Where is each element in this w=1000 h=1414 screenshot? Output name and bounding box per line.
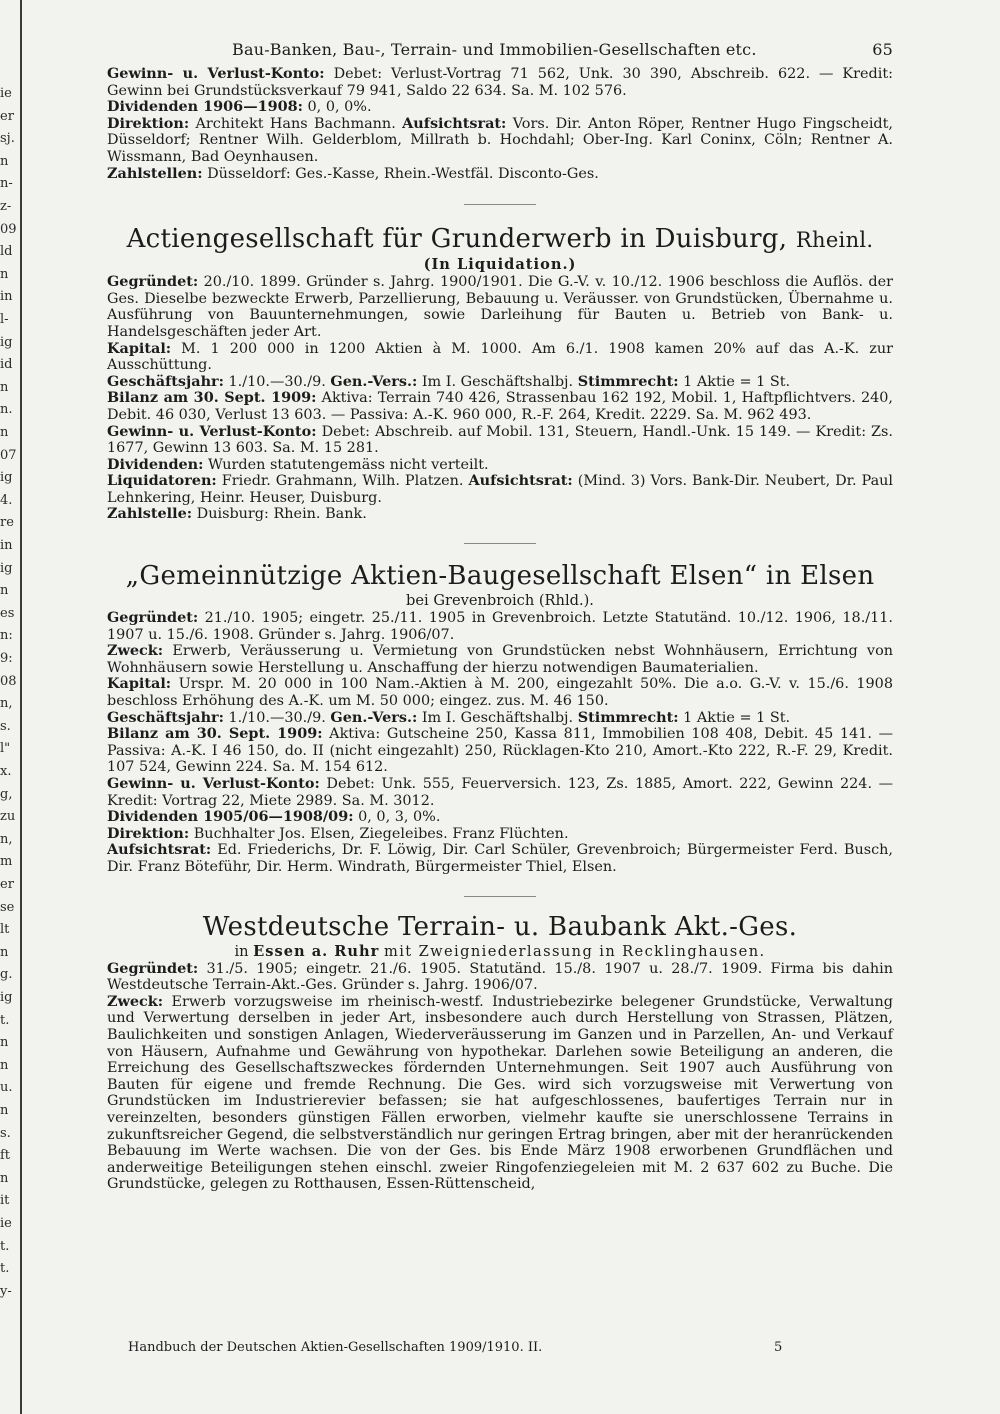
geschaeftsjahr-label: Geschäftsjahr: bbox=[107, 372, 224, 390]
bleed-fragment: 07 bbox=[0, 447, 17, 463]
entry-kapital bbox=[107, 676, 893, 709]
gv-text: Im I. Geschäftshalbj. bbox=[421, 709, 574, 726]
running-head bbox=[107, 40, 893, 66]
section-subtitle bbox=[107, 256, 893, 274]
adjacent-page-bleed bbox=[0, 0, 26, 1414]
aufsichtsrat-label: Aufsichtsrat: bbox=[402, 114, 507, 132]
page-gutter-rule bbox=[20, 0, 22, 1414]
page-footer bbox=[128, 1340, 788, 1355]
subtitle-pre: in bbox=[234, 942, 249, 960]
subtitle-post: mit Zweigniederlassung in Recklinghausen. bbox=[383, 942, 766, 960]
geschaeftsjahr-text: 1./10.—30./9. bbox=[228, 373, 326, 390]
bleed-fragment: ft bbox=[0, 1148, 11, 1164]
bleed-fragment: t. bbox=[0, 1012, 10, 1028]
bleed-fragment: n. bbox=[0, 402, 13, 418]
kapital-text: M. 1 200 000 in 1200 Aktien à M. 1000. Am 6./1. 1908 kamen 20% auf das A.-K. zur Ausschüttung. bbox=[107, 340, 893, 374]
bleed-fragment: y- bbox=[0, 1283, 12, 1299]
footer-signature-mark: 5 bbox=[774, 1340, 783, 1355]
gv-label: Gen.-Vers.: bbox=[330, 708, 418, 726]
section-title-main: Actiengesellschaft für Grunderwerb in Duisburg, bbox=[126, 224, 788, 255]
aufsichtsrat-text: Vors. Dir. Anton Röper, Rentner Hugo Fingscheidt, Düsseldorf; Rentner Wilh. Gelderblom, Millrath b. Hochdahl; Ober-Ing. Karl Coninx, Cöln; Rentner A. Wissmann, Bad Oeynhausen. bbox=[107, 115, 894, 165]
kapital-label: Kapital: bbox=[107, 675, 172, 693]
guv-label: Gewinn- u. Verlust-Konto: bbox=[107, 65, 325, 82]
aufsichtsrat-text: (Mind. 3) Vors. Bank-Dir. Neubert, Dr. Paul Lehnkering, Heinr. Heuser, Duisburg. bbox=[107, 473, 894, 506]
section-separator bbox=[464, 204, 536, 205]
entry-geschaeftsjahr bbox=[107, 710, 893, 727]
gegruendet-label: Gegründet: bbox=[107, 273, 199, 291]
entry-zahlstelle bbox=[107, 506, 893, 523]
bleed-fragment: ig bbox=[0, 990, 13, 1005]
bilanz-label: Bilanz am 30. Sept. 1909: bbox=[107, 389, 317, 407]
bleed-fragment: n bbox=[0, 425, 9, 440]
entry-direktion bbox=[107, 116, 893, 166]
bleed-fragment: n bbox=[0, 1057, 9, 1073]
guv-text: Debet: Unk. 555, Feuerversich. 123, Zs. 1885, Amort. 222, Gewinn 224. — Kredit: Vortrag 22, Miete 2989. Sa. M. 3012. bbox=[107, 776, 894, 809]
entry-bilanz bbox=[107, 726, 893, 776]
gegruendet-text: 21./10. 1905; eingetr. 25./11. 1905 in Grevenbroich. Letzte Statutänd. 10./12. 1906, 18./11. 1907 u. 15./6. 1908. Gründer s. Jahrg. 1906/07. bbox=[107, 610, 893, 643]
bleed-fragment: s. bbox=[0, 718, 11, 734]
bleed-fragment: ie bbox=[0, 1216, 12, 1231]
bleed-fragment: it bbox=[0, 1193, 10, 1209]
kapital-label: Kapital: bbox=[107, 339, 172, 357]
bleed-fragment: u. bbox=[0, 1080, 13, 1096]
gegruendet-text: 31./5. 1905; eingetr. 21./6. 1905. Statutänd. 15./8. 1907 u. 28./7. 1909. Firma bis dahin Westdeutsche Terrain-Akt.-Ges. Gründer s. Jahrg. 1906/07. bbox=[107, 960, 893, 994]
zweck-text: Erwerb vorzugsweise im rheinisch-westf. Industriebezirke belegener Grundstücke, Verwaltung und Verwertung derselben in jeder Art, insbesondere auch durch Herstellung von Strassen, Plätzen, Baulichkeiten und sonstigen Anlagen, Wiederveräusserung im Ganzen und in Parzellen, An- und Verkauf von Häusern, Aufnahme und Gewährung von hypothekar. Darlehen sowie Beteiligung an anderen, die Erreichung des Gesellschaftszweckes fördernden Unternehmungen. Seit 1907 auch Ausführung von Bauten für eigene und fremde Rechnung. Die Ges. wird sich vorzugsweise mit Verwertung von Grundstücken im Industrierevier befassen; sie hat aufgeschlossenes, baufertiges Terrain nur in vereinzelten, besonders günstigen Fällen erworben, vielmehr kaufte sie unerschlossene Terrains in zukunftsreicher Gegend, die selbstverständlich nur geringen Ertrag bringen, aber mit der heranrückenden Bebauung im Werte wachsen. Die von der Ges. bis Ende März 1908 erworbenen Grundflächen und anderweitige Beteiligungen stehen einschl. zweier Ringofenziegeleien mit M. 2 637 602 zu Buche. Die Grundstücke, gelegen zu Rotthausen, Essen-Rüttenscheid, bbox=[107, 993, 893, 1193]
entry-zweck bbox=[107, 643, 893, 676]
bleed-fragment: n- bbox=[0, 176, 13, 192]
direktion-label: Direktion: bbox=[107, 824, 190, 842]
bilanz-text: Aktiva: Terrain 740 426, Strassenbau 162 192, Mobil. 1, Haftpflichtvers. 240, Debit. 46 030, Verlust 13 603. — Passiva: A.-K. 960 000, R.-F. 264, Kredit. 2229. Sa. M. 962 493. bbox=[107, 390, 893, 423]
bleed-fragment: g. bbox=[0, 967, 13, 983]
liquidatoren-text: Friedr. Grahmann, Wilh. Platzen. bbox=[221, 473, 464, 490]
stimmrecht-label: Stimmrecht: bbox=[577, 372, 679, 390]
bleed-fragment: lt bbox=[0, 922, 10, 938]
aufsichtsrat-label: Aufsichtsrat: bbox=[468, 472, 573, 490]
bleed-fragment: l- bbox=[0, 312, 9, 327]
bleed-fragment: t. bbox=[0, 1238, 10, 1254]
entry-geschaeftsjahr bbox=[107, 374, 893, 391]
gegruendet-text: 20./10. 1899. Gründer s. Jahrg. 1900/1901. Die G.-V. v. 10./12. 1906 beschloss die Auflös. der Ges. Dieselbe bezweckte Erwerb, Parzellierung, Bebauung u. Veräusser. von Grundstücken, Übernahme u. Ausführung von Bauunternehmungen, sowie Darleihung für Bauten u. Betrieb von Bank- u. Handelsgeschäften jeder Art. bbox=[107, 274, 893, 340]
section-title-tail: Rheinl. bbox=[795, 228, 874, 253]
geschaeftsjahr-text: 1./10.—30./9. bbox=[228, 709, 326, 726]
entry-bilanz bbox=[107, 390, 893, 423]
entry-dividenden bbox=[107, 457, 893, 474]
page-number: 65 bbox=[872, 40, 893, 59]
bleed-fragment: zu bbox=[0, 809, 16, 825]
section-subtitle: bei Grevenbroich (Rhld.). bbox=[406, 592, 594, 610]
bleed-fragment: n, bbox=[0, 831, 13, 847]
bleed-fragment: ig bbox=[0, 334, 13, 350]
kapital-text: Urspr. M. 20 000 in 100 Nam.-Aktien à M. 200, eingezahlt 50%. Die a.o. G.-V. v. 15./6. 1908 beschloss Erhöhung des A.-K. um M. 50 000; eingez. zus. M. 46 150. bbox=[107, 676, 893, 710]
entry-gegruendet bbox=[107, 961, 893, 994]
bleed-fragment: er bbox=[0, 108, 14, 124]
liquidatoren-label: Liquidatoren: bbox=[107, 472, 217, 490]
bleed-fragment: 09 bbox=[0, 221, 17, 237]
section-separator bbox=[464, 543, 536, 544]
bleed-fragment: ld bbox=[0, 244, 13, 260]
zahlstelle-text: Duisburg: Rhein. Bank. bbox=[196, 506, 367, 523]
running-head-title: Bau-Banken, Bau-, Terrain- und Immobilien-Gesellschaften etc. bbox=[232, 40, 757, 59]
guv-text: Debet: Abschreib. auf Mobil. 131, Steuern, Handl.-Unk. 15 149. — Kredit: Zs. 1677, Gewinn 13 603. Sa. M. 15 281. bbox=[107, 423, 893, 457]
page-content bbox=[107, 40, 893, 1193]
bleed-fragment: er bbox=[0, 877, 14, 892]
section-subtitle bbox=[107, 943, 893, 961]
bleed-fragment: re bbox=[0, 515, 14, 531]
section-title: „Gemeinnützige Aktien-Baugesellschaft Elsen“ in Elsen bbox=[125, 561, 875, 592]
bleed-fragment: z- bbox=[0, 199, 12, 214]
entry-aufsichtsrat bbox=[107, 842, 893, 875]
zweck-label: Zweck: bbox=[107, 642, 164, 660]
bleed-fragment: n bbox=[0, 379, 9, 395]
direktion-label: Direktion: bbox=[107, 114, 190, 132]
geschaeftsjahr-label: Geschäftsjahr: bbox=[107, 708, 224, 726]
section-elsen bbox=[107, 560, 893, 876]
bleed-fragment: l" bbox=[0, 741, 11, 757]
bleed-fragment: ig bbox=[0, 470, 13, 486]
bleed-fragment: n, bbox=[0, 696, 13, 712]
bleed-fragment: ie bbox=[0, 86, 12, 101]
zahlstellen-text: Düsseldorf: Ges.-Kasse, Rhein.-Westfäl. Disconto-Ges. bbox=[207, 165, 599, 182]
dividenden-text: Wurden statutengemäss nicht verteilt. bbox=[208, 456, 489, 473]
zweck-text: Erwerb, Veräusserung u. Vermietung von Grundstücken nebst Wohnhäusern, Errichtung von Wohnhäusern sowie Herstellung u. Anschaffung der hierzu notwendigen Baumaterialien. bbox=[107, 643, 893, 676]
gegruendet-label: Gegründet: bbox=[107, 959, 199, 977]
footer-imprint: Handbuch der Deutschen Aktien-Gesellschaften 1909/1910. II. bbox=[128, 1340, 543, 1355]
bleed-fragment: n bbox=[0, 944, 9, 960]
gegruendet-label: Gegründet: bbox=[107, 609, 199, 627]
bleed-fragment: s. bbox=[0, 1125, 11, 1141]
zweck-label: Zweck: bbox=[107, 992, 164, 1010]
stimmrecht-text: 1 Aktie = 1 St. bbox=[683, 709, 791, 726]
bleed-fragment: id bbox=[0, 357, 13, 373]
bleed-fragment: n bbox=[0, 1035, 9, 1051]
gv-label: Gen.-Vers.: bbox=[330, 372, 418, 390]
zahlstellen-label: Zahlstellen: bbox=[107, 164, 203, 182]
entry-kapital bbox=[107, 341, 893, 374]
entry-direktion bbox=[107, 826, 893, 843]
liquidation-note: (In Liquidation.) bbox=[423, 256, 577, 274]
entry-dividenden bbox=[107, 99, 893, 116]
section-title: Westdeutsche Terrain- u. Baubank Akt.-Ges. bbox=[202, 911, 798, 942]
bleed-fragment: es bbox=[0, 605, 15, 621]
bleed-fragment: n bbox=[0, 1170, 9, 1186]
bleed-fragment: ig bbox=[0, 560, 13, 576]
bleed-fragment: in bbox=[0, 289, 13, 305]
section-separator bbox=[464, 896, 536, 897]
section-westdeutsche bbox=[107, 911, 893, 1193]
guv-text: Debet: Verlust-Vortrag 71 562, Unk. 30 390, Abschreib. 622. — Kredit: Gewinn bei Grundstücksverkauf 79 941, Saldo 22 634. Sa. M. 102 576. bbox=[107, 66, 894, 99]
dividenden-text: 0, 0, 3, 0%. bbox=[358, 809, 441, 826]
bleed-fragment: n bbox=[0, 1103, 9, 1118]
intro-section bbox=[107, 66, 893, 182]
entry-gegruendet bbox=[107, 610, 893, 643]
section-title bbox=[107, 223, 893, 256]
dividenden-label: Dividenden: bbox=[107, 455, 204, 473]
bleed-fragment: m bbox=[0, 854, 13, 870]
direktion-text: Architekt Hans Bachmann. bbox=[195, 115, 396, 132]
entry-guv bbox=[107, 66, 893, 99]
entry-dividenden bbox=[107, 809, 893, 826]
entry-liquidatoren bbox=[107, 473, 893, 506]
bleed-fragment: sj. bbox=[0, 131, 15, 147]
bleed-fragment: 4. bbox=[0, 492, 13, 508]
bleed-fragment: 08 bbox=[0, 673, 17, 689]
aufsichtsrat-text: Ed. Friederichs, Dr. F. Löwig, Dir. Carl Schüler, Grevenbroich; Bürgermeister Ferd. Busch, Dir. Franz Böteführ, Dir. Herm. Windrath, Bürgermeister Thiel, Elsen. bbox=[107, 842, 894, 875]
bleed-fragment: x. bbox=[0, 764, 12, 779]
subtitle-city: Essen a. Ruhr bbox=[253, 942, 380, 960]
dividenden-label: Dividenden 1905/06—1908/09: bbox=[107, 808, 354, 826]
bleed-fragment: se bbox=[0, 899, 15, 915]
entry-guv bbox=[107, 776, 893, 809]
bleed-fragment: n: bbox=[0, 628, 13, 644]
dividenden-label: Dividenden 1906—1908: bbox=[107, 98, 303, 116]
bleed-fragment: 9: bbox=[0, 651, 13, 666]
bleed-fragment: n bbox=[0, 583, 9, 599]
gv-text: Im I. Geschäftshalbj. bbox=[421, 373, 574, 390]
entry-zweck bbox=[107, 994, 893, 1193]
bleed-fragment: t. bbox=[0, 1261, 10, 1277]
bleed-fragment: n bbox=[0, 153, 9, 169]
entry-zahlstellen bbox=[107, 166, 893, 183]
zahlstelle-label: Zahlstelle: bbox=[107, 505, 193, 523]
guv-label: Gewinn- u. Verlust-Konto: bbox=[107, 422, 317, 440]
aufsichtsrat-label: Aufsichtsrat: bbox=[107, 841, 212, 859]
direktion-text: Buchhalter Jos. Elsen, Ziegeleibes. Franz Flüchten. bbox=[193, 825, 569, 842]
guv-label: Gewinn- u. Verlust-Konto: bbox=[107, 775, 320, 792]
bleed-fragment: n bbox=[0, 266, 9, 282]
entry-gegruendet bbox=[107, 274, 893, 340]
entry-guv bbox=[107, 424, 893, 457]
bilanz-label: Bilanz am 30. Sept. 1909: bbox=[107, 725, 323, 743]
stimmrecht-text: 1 Aktie = 1 St. bbox=[683, 373, 791, 390]
bleed-fragment: in bbox=[0, 538, 13, 553]
bilanz-text: Aktiva: Gutscheine 250, Kassa 811, Immobilien 108 408, Debit. 45 141. — Passiva: A.-K. I 46 150, do. II (nicht eingezahlt) 250, Rücklagen-Kto 210, Amort.-Kto 222, R.-F. 29, Kredit. 107 524, Gewinn 224. Sa. M. 154 612. bbox=[107, 726, 893, 776]
bleed-fragment: g, bbox=[0, 786, 13, 802]
dividenden-text: 0, 0, 0%. bbox=[307, 99, 372, 116]
section-duisburg bbox=[107, 223, 893, 523]
stimmrecht-label: Stimmrecht: bbox=[577, 708, 679, 726]
